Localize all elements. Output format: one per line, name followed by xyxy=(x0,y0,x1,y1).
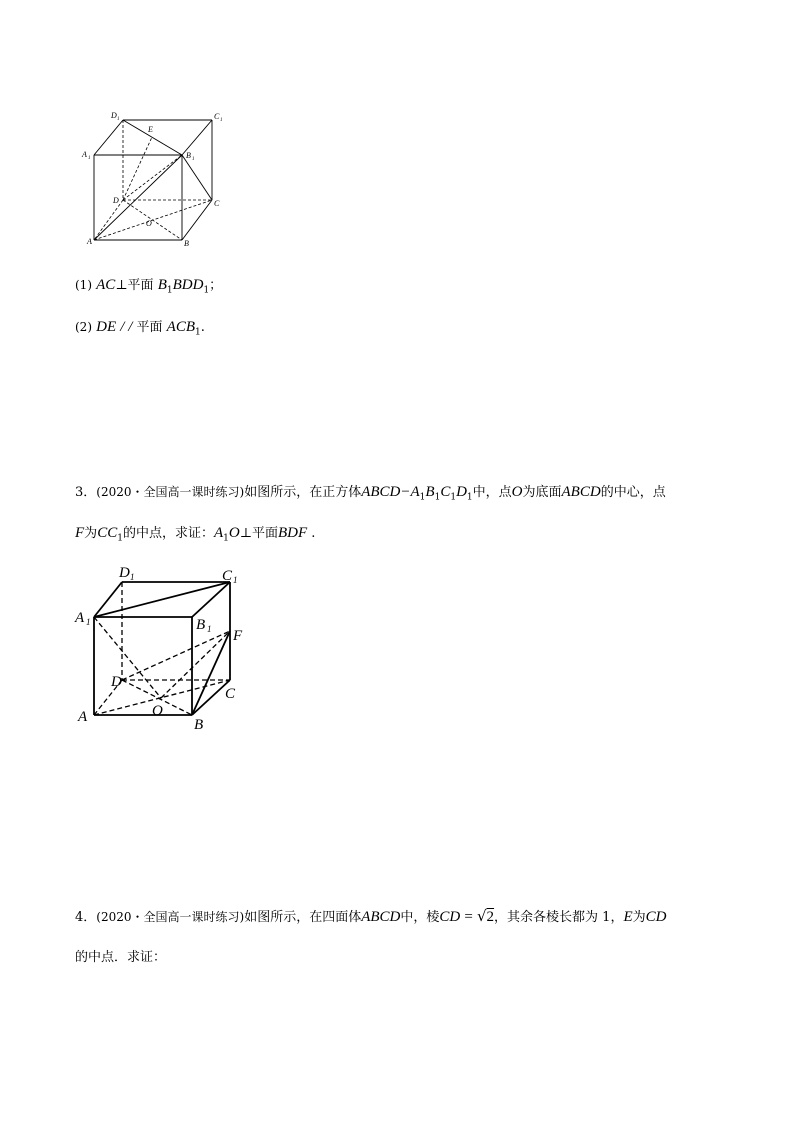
problem4-line2: 的中点．求证： xyxy=(75,950,167,965)
label-C: C xyxy=(225,686,236,702)
label-C: C xyxy=(214,199,220,208)
svg-text:1: 1 xyxy=(86,617,91,627)
svg-text:1: 1 xyxy=(117,117,120,122)
svg-text:1: 1 xyxy=(220,118,223,123)
label-O: O xyxy=(152,703,163,719)
cube-figure-2 xyxy=(72,560,262,735)
label-B1: B xyxy=(186,151,191,160)
label-D1: D xyxy=(119,565,130,581)
cube-figure-1 xyxy=(80,105,230,255)
problem4-line1: 4．(2020・全国高一课时练习)如图所示，在四面体ABCD中，棱CD = √2，其余各棱长都为 1，E为CD xyxy=(75,907,667,925)
label-F: F xyxy=(233,628,243,644)
label-B: B xyxy=(194,717,204,733)
label-C1: C xyxy=(214,112,220,121)
label-B1: B xyxy=(196,617,206,633)
label-D: D xyxy=(111,674,122,690)
svg-text:1: 1 xyxy=(207,624,212,634)
label-A1: A xyxy=(82,150,87,159)
problem2-part1: (1) AC⊥平面 $B_1BDD_1$； xyxy=(75,277,223,296)
svg-text:1: 1 xyxy=(130,572,135,582)
svg-text:1: 1 xyxy=(192,157,195,162)
label-B: B xyxy=(184,239,189,248)
problem2-part2: (2) DE / / 平面 $ACB_1$. xyxy=(75,319,205,338)
label-D1: D xyxy=(111,111,117,120)
label-O: O xyxy=(146,219,152,228)
label-A: A xyxy=(87,237,92,246)
svg-text:1: 1 xyxy=(88,156,91,161)
label-E: E xyxy=(148,125,153,134)
label-A1: A xyxy=(75,610,85,626)
label-D: D xyxy=(113,196,119,205)
svg-text:1: 1 xyxy=(233,575,238,585)
problem3-line1: 3．(2020・全国高一课时练习)如图所示，在正方体$ABCD-A_1B_1C_1D_1$中，点O为底面ABCD的中心，点 xyxy=(75,484,666,503)
problem3-line2: F为$CC_1$的中点，求证：$A_1O\perp$平面BDF . xyxy=(75,525,316,544)
sqrt-symbol: √ xyxy=(476,907,487,925)
label-C1: C xyxy=(222,568,233,584)
label-A: A xyxy=(78,709,88,725)
